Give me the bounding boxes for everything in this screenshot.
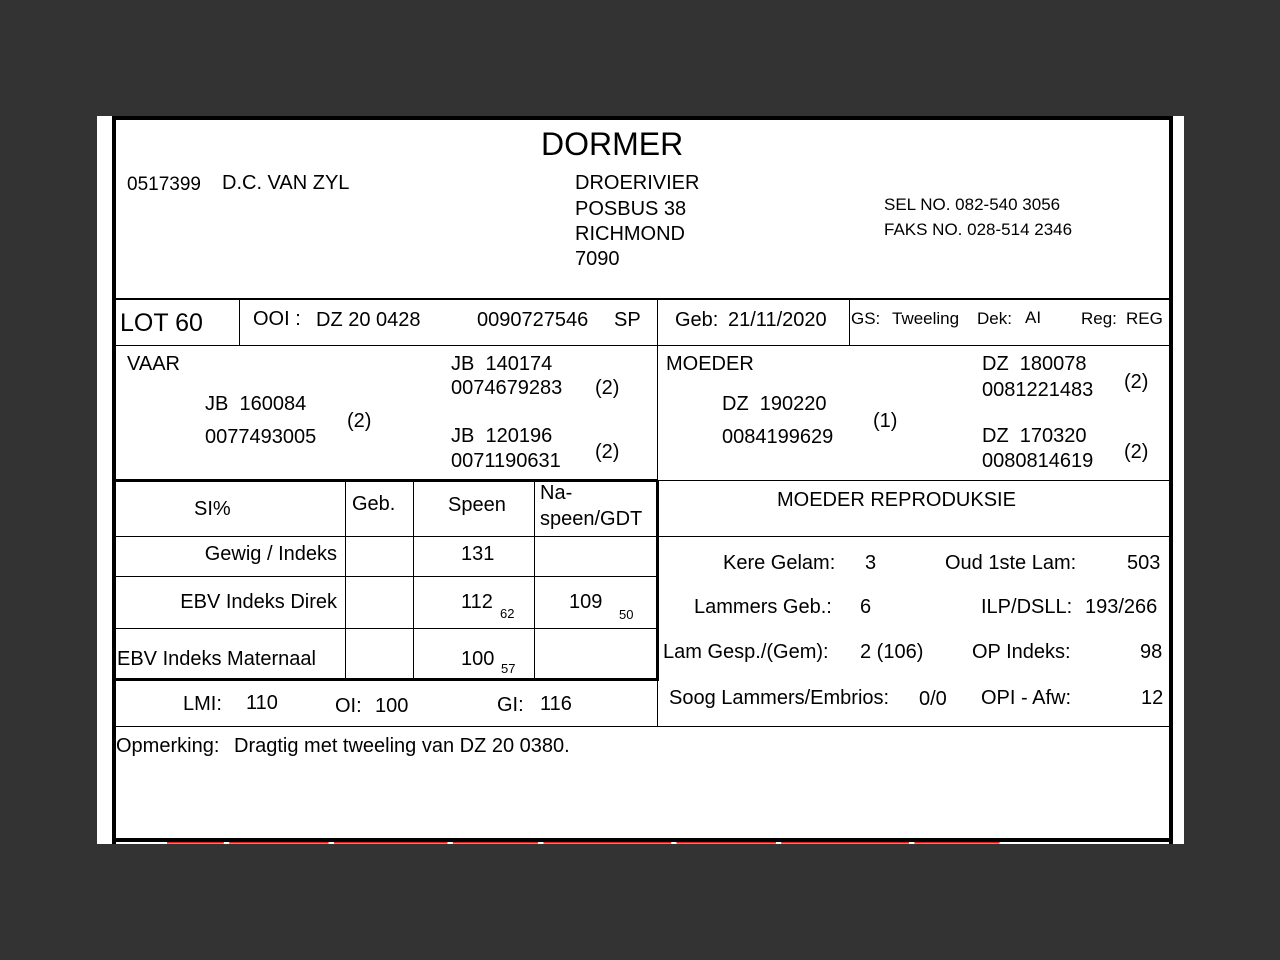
divider-table-row2 (112, 628, 657, 629)
remarks-text: Dragtig met tweeling van DZ 20 0380. (234, 735, 570, 757)
table-row-label: EBV Indeks Maternaal (117, 648, 316, 670)
lambs-born-label: Lammers Geb.: (694, 596, 832, 618)
table-cell-speen-subscript: 62 (500, 606, 515, 621)
breeder-name: D.C. VAN ZYL (222, 172, 350, 194)
dam-dam-id: DZ 170320 (982, 425, 1087, 447)
divider-col-speen (413, 481, 414, 679)
lot-number: LOT 60 (120, 309, 203, 337)
suckled-value: 0/0 (919, 688, 947, 710)
birth-label: Geb: (675, 309, 719, 331)
gs-label: GS: (851, 309, 881, 328)
table-header-speen: Speen (448, 494, 506, 516)
dam-sire-id: DZ 180078 (982, 353, 1087, 375)
first-lamb-age-label: Oud 1ste Lam: (945, 552, 1077, 574)
dam-label: MOEDER (666, 353, 754, 375)
table-header-naspeen-2: speen/GDT (540, 508, 643, 530)
divider-col-geb (345, 481, 346, 679)
divider-col-naspeen (534, 481, 535, 679)
address-line-1: DROERIVIER (575, 172, 700, 194)
dam-count: (1) (873, 410, 898, 432)
table-cell-naspeen-subscript: 50 (619, 607, 634, 622)
dek-value: AI (1025, 308, 1042, 327)
ewe-label: OOI : (253, 308, 301, 330)
divider-table-row1 (112, 576, 657, 577)
divider-pedigree-bottom-right (657, 480, 1172, 481)
cut-off-footer-text: ──── ─────── ──────── ────── ───────── ─────── ───────── ────── (167, 832, 1000, 854)
sire-dam-number: 0071190631 (451, 450, 561, 472)
table-header-naspeen-1: Na- (540, 482, 573, 504)
card-top-border (112, 116, 1172, 120)
address-line-3: RICHMOND (575, 223, 685, 245)
times-lambed-value: 3 (865, 552, 877, 574)
sire-dam-count: (2) (595, 441, 620, 463)
divider-table-bottom (112, 678, 657, 681)
divider-pedigree-bottom-left (112, 479, 657, 482)
table-cell-speen: 131 (461, 543, 495, 565)
table-row-label: Gewig / Indeks (204, 543, 337, 565)
dam-number: 0084199629 (722, 426, 834, 448)
dam-dam-count: (2) (1124, 441, 1149, 463)
divider-table-right (656, 481, 659, 681)
lambs-weaned-value: 2 (106) (860, 641, 924, 663)
address-line-4: 7090 (575, 248, 620, 270)
table-header-geb: Geb. (352, 493, 396, 515)
oi-label: OI: (335, 695, 362, 717)
lmi-value: 110 (246, 692, 278, 714)
sire-sire-number: 0074679283 (451, 377, 563, 399)
dam-sire-count: (2) (1124, 371, 1149, 393)
first-lamb-age-value: 503 (1127, 552, 1161, 574)
op-index-value: 98 (1140, 641, 1163, 663)
sire-count: (2) (347, 410, 372, 432)
lmi-label: LMI: (183, 693, 222, 715)
ilp-label: ILP/DSLL: (981, 596, 1073, 618)
divider-lot-cell (239, 300, 240, 345)
breed-title: DORMER (541, 126, 684, 162)
times-lambed-label: Kere Gelam: (723, 552, 836, 574)
divider-header (112, 298, 1172, 300)
dam-dam-number: 0080814619 (982, 450, 1094, 472)
table-cell-naspeen: 109 (569, 591, 603, 613)
birth-date: 21/11/2020 (728, 309, 827, 331)
divider-remarks (112, 726, 1172, 727)
divider-lot-row (112, 345, 1172, 346)
divider-table-header (112, 536, 1172, 537)
ilp-value: 193/266 (1085, 596, 1158, 618)
gi-label: GI: (497, 694, 524, 716)
reproduction-title: MOEDER REPRODUKSIE (777, 489, 1016, 511)
opi-dev-label: OPI - Afw: (981, 687, 1072, 709)
dam-sire-number: 0081221483 (982, 379, 1094, 401)
table-cell-speen: 112 (461, 591, 493, 613)
reg-label: Reg: (1081, 309, 1117, 328)
table-cell-speen: 100 (461, 648, 495, 670)
ewe-suffix: SP (614, 309, 641, 331)
gs-value: Tweeling (892, 309, 960, 328)
fax-number: FAKS NO. 028-514 2346 (884, 220, 1073, 239)
sire-number: 0077493005 (205, 426, 317, 448)
oi-value: 100 (375, 695, 409, 717)
address-line-2: POSBUS 38 (575, 198, 687, 220)
ewe-number: 0090727546 (477, 309, 589, 331)
op-index-label: OP Indeks: (972, 641, 1071, 663)
sire-label: VAAR (127, 353, 180, 375)
ewe-id: DZ 20 0428 (316, 309, 421, 331)
breeder-code: 0517399 (127, 174, 201, 195)
reg-value: REG (1126, 309, 1163, 328)
sire-sire-count: (2) (595, 377, 620, 399)
lambs-born-value: 6 (860, 596, 872, 618)
gi-value: 116 (540, 693, 572, 715)
sire-id: JB 160084 (205, 393, 307, 415)
table-header-si: SI% (194, 498, 231, 520)
divider-gs-cell (849, 300, 850, 345)
table-cell-speen-subscript: 57 (501, 661, 516, 676)
sire-sire-id: JB 140174 (451, 353, 553, 375)
opi-dev-value: 12 (1141, 687, 1164, 709)
table-row-label: EBV Indeks Direk (180, 591, 337, 613)
dam-id: DZ 190220 (722, 393, 827, 415)
remarks-label: Opmerking: (116, 735, 220, 757)
phone-number: SEL NO. 082-540 3056 (884, 195, 1061, 214)
lambs-weaned-label: Lam Gesp./(Gem): (663, 641, 829, 663)
dek-label: Dek: (977, 309, 1012, 328)
suckled-label: Soog Lammers/Embrios: (669, 687, 890, 709)
auction-lot-card (97, 116, 1184, 854)
sire-dam-id: JB 120196 (451, 425, 553, 447)
